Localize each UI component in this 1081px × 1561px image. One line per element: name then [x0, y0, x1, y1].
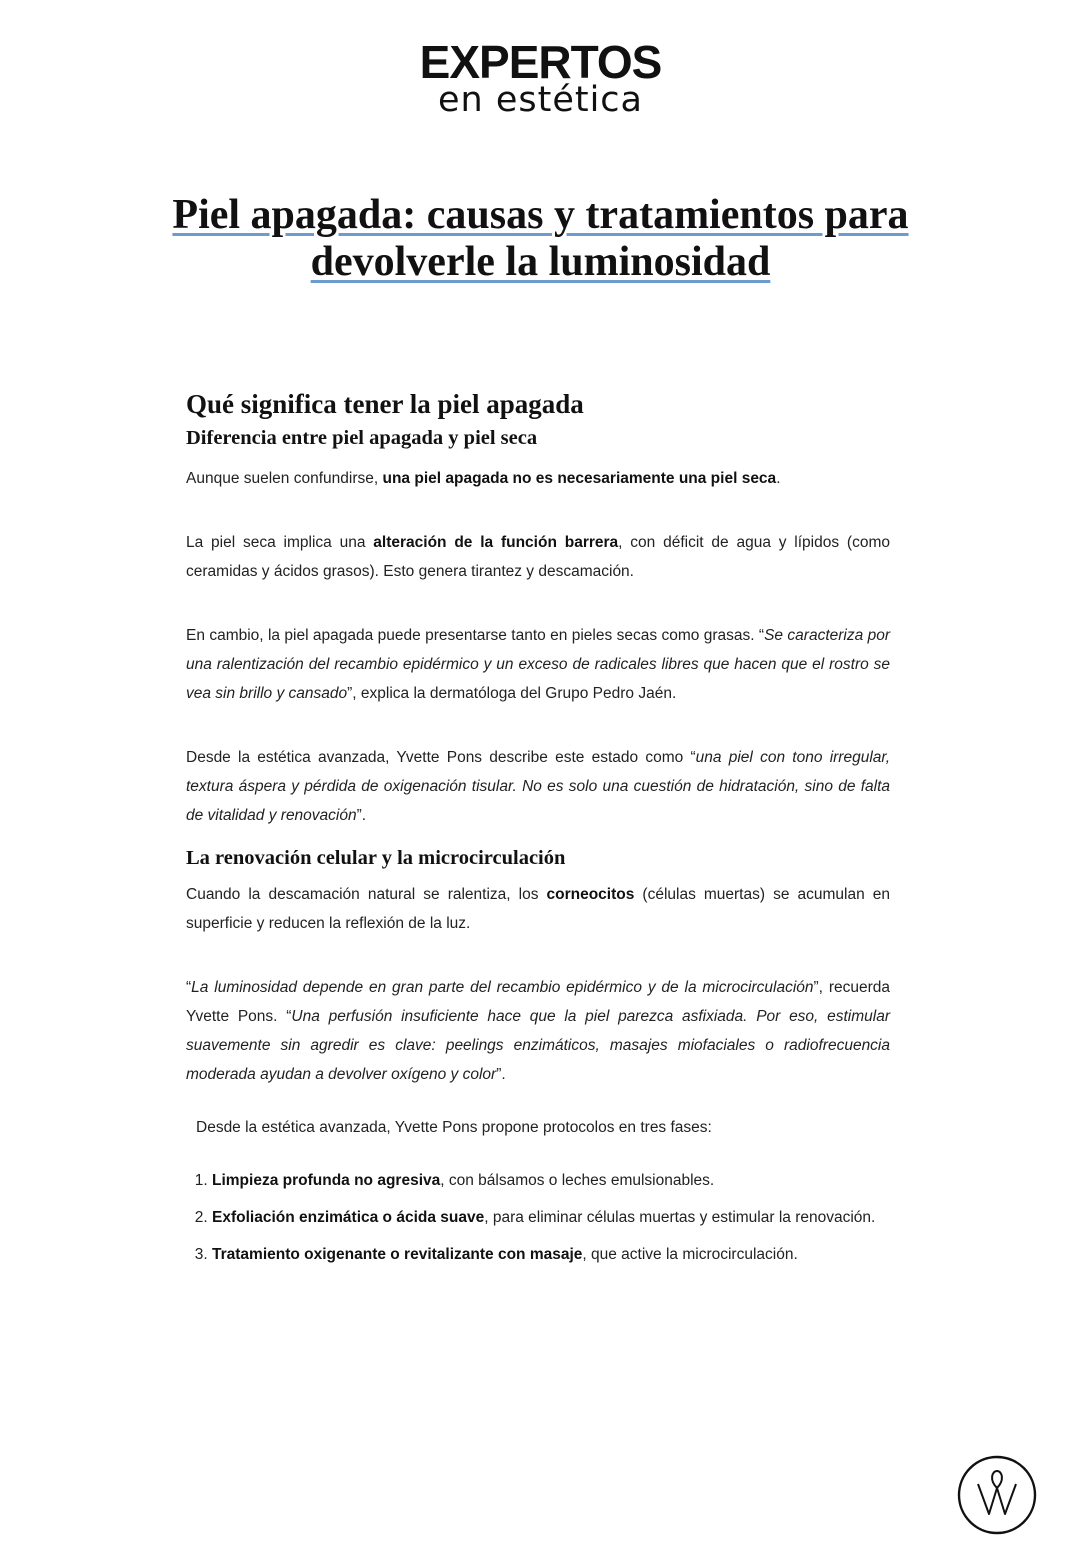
paragraph — [186, 880, 890, 938]
brand-logo — [0, 36, 1081, 120]
bold-text: una piel apagada no es necesariamente una piel seca — [382, 470, 777, 487]
text: , con déficit de agua y lípidos (como ceramidas y ácidos grasos). Esto genera tirantez y descamación. — [186, 534, 890, 580]
title-line1: Piel apagada: causas y tratamientos para — [172, 192, 909, 238]
article-body — [186, 386, 890, 1277]
page-title — [120, 192, 961, 286]
list-item — [212, 1240, 890, 1269]
text: La piel seca implica una — [186, 534, 374, 551]
text: , que active la microcirculación. — [582, 1246, 798, 1263]
text: Desde la estética avanzada, Yvette Pons describe este estado como “ — [186, 749, 696, 766]
section-heading: Qué significa tener la piel apagada — [186, 389, 584, 419]
logo-line2: en estética — [437, 80, 643, 120]
subheading-difference: Diferencia entre piel apagada y piel seca — [186, 427, 538, 449]
text: . — [776, 470, 781, 487]
text: (células muertas) se acumulan en superficie y reducen la reflexión de la luz. — [186, 886, 890, 932]
text: , para eliminar células muertas y estimular la renovación. — [484, 1209, 876, 1226]
title-line2: devolverle la luminosidad — [310, 239, 771, 285]
quote-text: Se caracteriza por una ralentización del recambio epidérmico y un exceso de radicales libres que hacen que el rostro se vea sin brillo y cansado — [186, 627, 890, 702]
paragraph — [186, 621, 890, 708]
list-item — [212, 1203, 890, 1232]
text: ”, recuerda Yvette Pons. “ — [186, 979, 890, 1025]
bold-text: Exfoliación enzimática o ácida suave — [212, 1209, 485, 1226]
bold-text: corneocitos — [546, 886, 635, 903]
text: Aunque suelen confundirse, — [186, 470, 383, 487]
paragraph — [186, 743, 890, 830]
paragraph — [186, 464, 890, 493]
text: ”, explica la dermatóloga del Grupo Pedro Jaén. — [347, 685, 677, 702]
bold-text: Limpieza profunda no agresiva — [212, 1172, 441, 1189]
bold-text: alteración de la función barrera — [373, 534, 619, 551]
quote-text: La luminosidad depende en gran parte del recambio epidérmico y de la microcirculación — [191, 979, 814, 996]
text: , con bálsamos o leches emulsionables. — [440, 1172, 715, 1189]
text: En cambio, la piel apagada puede presentarse tanto en pieles secas como grasas. “ — [186, 627, 765, 644]
quote-text: Una perfusión insuficiente hace que la piel parezca asfixiada. Por eso, estimular suavemente sin agredir es clave: peelings enzimáticos, masajes miofaciales o radiofrecuencia moderada ayudan a devolver oxígeno y color — [186, 1008, 890, 1083]
paragraph — [186, 528, 890, 586]
text: Cuando la descamación natural se ralentiza, los — [186, 886, 547, 903]
text: ”. — [356, 807, 367, 824]
quote-text: una piel con tono irregular, textura áspera y pérdida de oxigenación tisular. No es solo una cuestión de hidratación, sino de falta de vitalidad y renovación — [186, 749, 890, 824]
logo-line1: EXPERTOS — [419, 36, 662, 88]
subheading-renewal: La renovación celular y la microcirculación — [186, 847, 566, 869]
paragraph — [186, 973, 890, 1089]
w-monogram-circle-icon — [956, 1454, 1038, 1536]
text: “ — [186, 979, 192, 996]
paragraph: Desde la estética avanzada, Yvette Pons propone protocolos en tres fases: — [196, 1119, 712, 1136]
text: ”. — [496, 1066, 506, 1083]
protocol-list — [186, 1166, 890, 1269]
bold-text: Tratamiento oxigenante o revitalizante con masaje — [212, 1246, 583, 1263]
list-item — [212, 1166, 890, 1195]
